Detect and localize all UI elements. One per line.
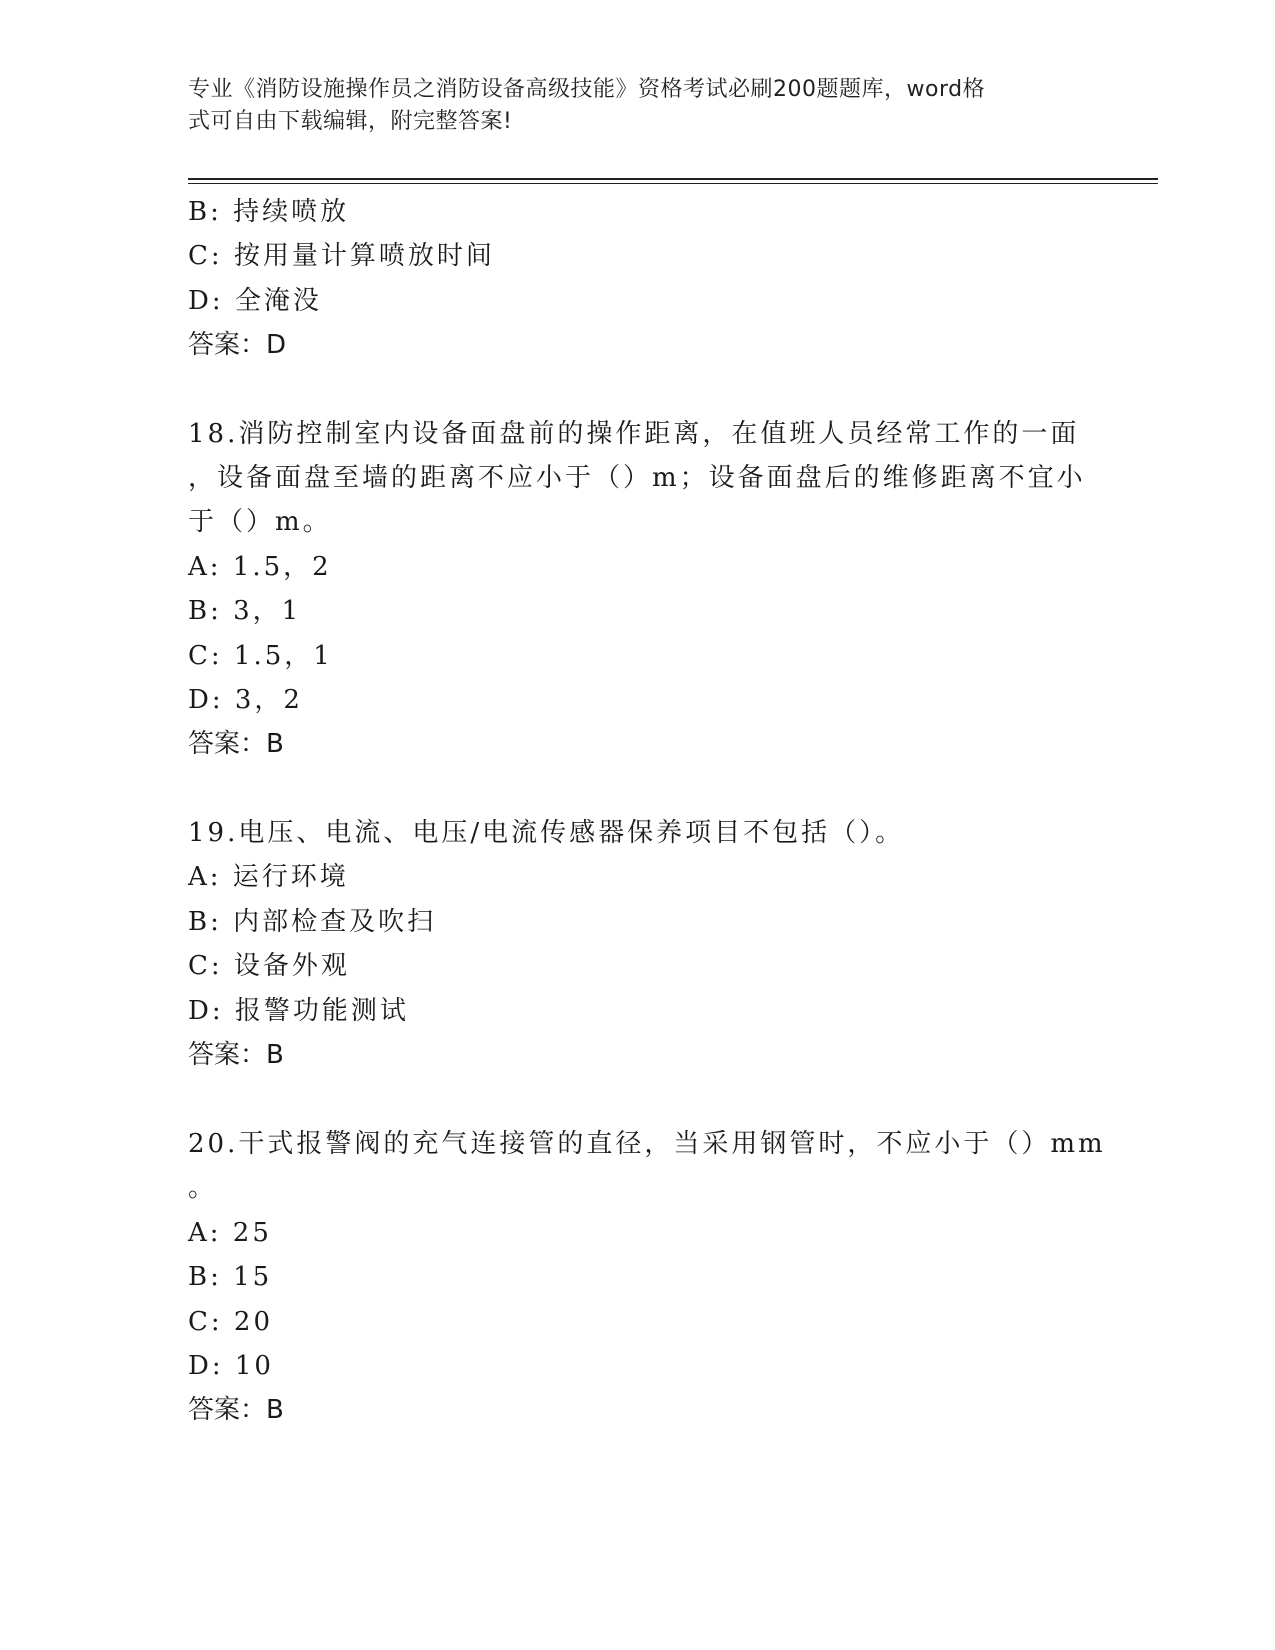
q20-option-a: A: 25 bbox=[188, 1218, 272, 1248]
document-header bbox=[188, 74, 1078, 138]
q17-option-b: B: 持续喷放 bbox=[188, 197, 350, 227]
header-title-line-1: 专业《消防设施操作员之消防设备高级技能》资格考试必刷200题题库，word格 bbox=[188, 77, 986, 102]
q18-stem-line-3: 于（）m。 bbox=[188, 507, 332, 537]
q20-stem-line-2: 。 bbox=[188, 1173, 218, 1203]
q20-option-d: D: 10 bbox=[188, 1351, 274, 1381]
q18-option-d: D: 3，2 bbox=[188, 685, 303, 715]
q18-stem-line-2: ，设备面盘至墙的距离不应小于（）m；设备面盘后的维修距离不宜小 bbox=[188, 463, 1086, 493]
q18-answer: 答案：B bbox=[188, 729, 284, 759]
q19-answer: 答案：B bbox=[188, 1040, 284, 1070]
q19-stem-line-1: 19.电压、电流、电压/电流传感器保养项目不包括（）。 bbox=[188, 818, 905, 848]
q17-option-c: C: 按用量计算喷放时间 bbox=[188, 241, 495, 271]
q20-stem-line-1: 20.干式报警阀的充气连接管的直径，当采用钢管时，不应小于（）mm bbox=[188, 1129, 1106, 1159]
q18-option-a: A: 1.5，2 bbox=[188, 552, 332, 582]
q18-option-c: C: 1.5，1 bbox=[188, 641, 333, 671]
header-title-line-2: 式可自由下载编辑，附完整答案! bbox=[188, 109, 513, 134]
q19-option-c: C: 设备外观 bbox=[188, 951, 350, 981]
q19-option-d: D: 报警功能测试 bbox=[188, 996, 409, 1026]
q20-answer: 答案：B bbox=[188, 1395, 284, 1425]
q17-option-d: D: 全淹没 bbox=[188, 286, 322, 316]
header-divider-thin bbox=[188, 183, 1158, 184]
header-divider-thick bbox=[188, 178, 1158, 180]
q18-option-b: B: 3，1 bbox=[188, 596, 302, 626]
q19-option-b: B: 内部检查及吹扫 bbox=[188, 907, 437, 937]
q19-option-a: A: 运行环境 bbox=[188, 862, 349, 892]
q18-stem-line-1: 18.消防控制室内设备面盘前的操作距离，在值班人员经常工作的一面 bbox=[188, 419, 1080, 449]
q17-answer: 答案：D bbox=[188, 330, 287, 360]
q20-option-c: C: 20 bbox=[188, 1307, 274, 1337]
q20-option-b: B: 15 bbox=[188, 1262, 273, 1292]
